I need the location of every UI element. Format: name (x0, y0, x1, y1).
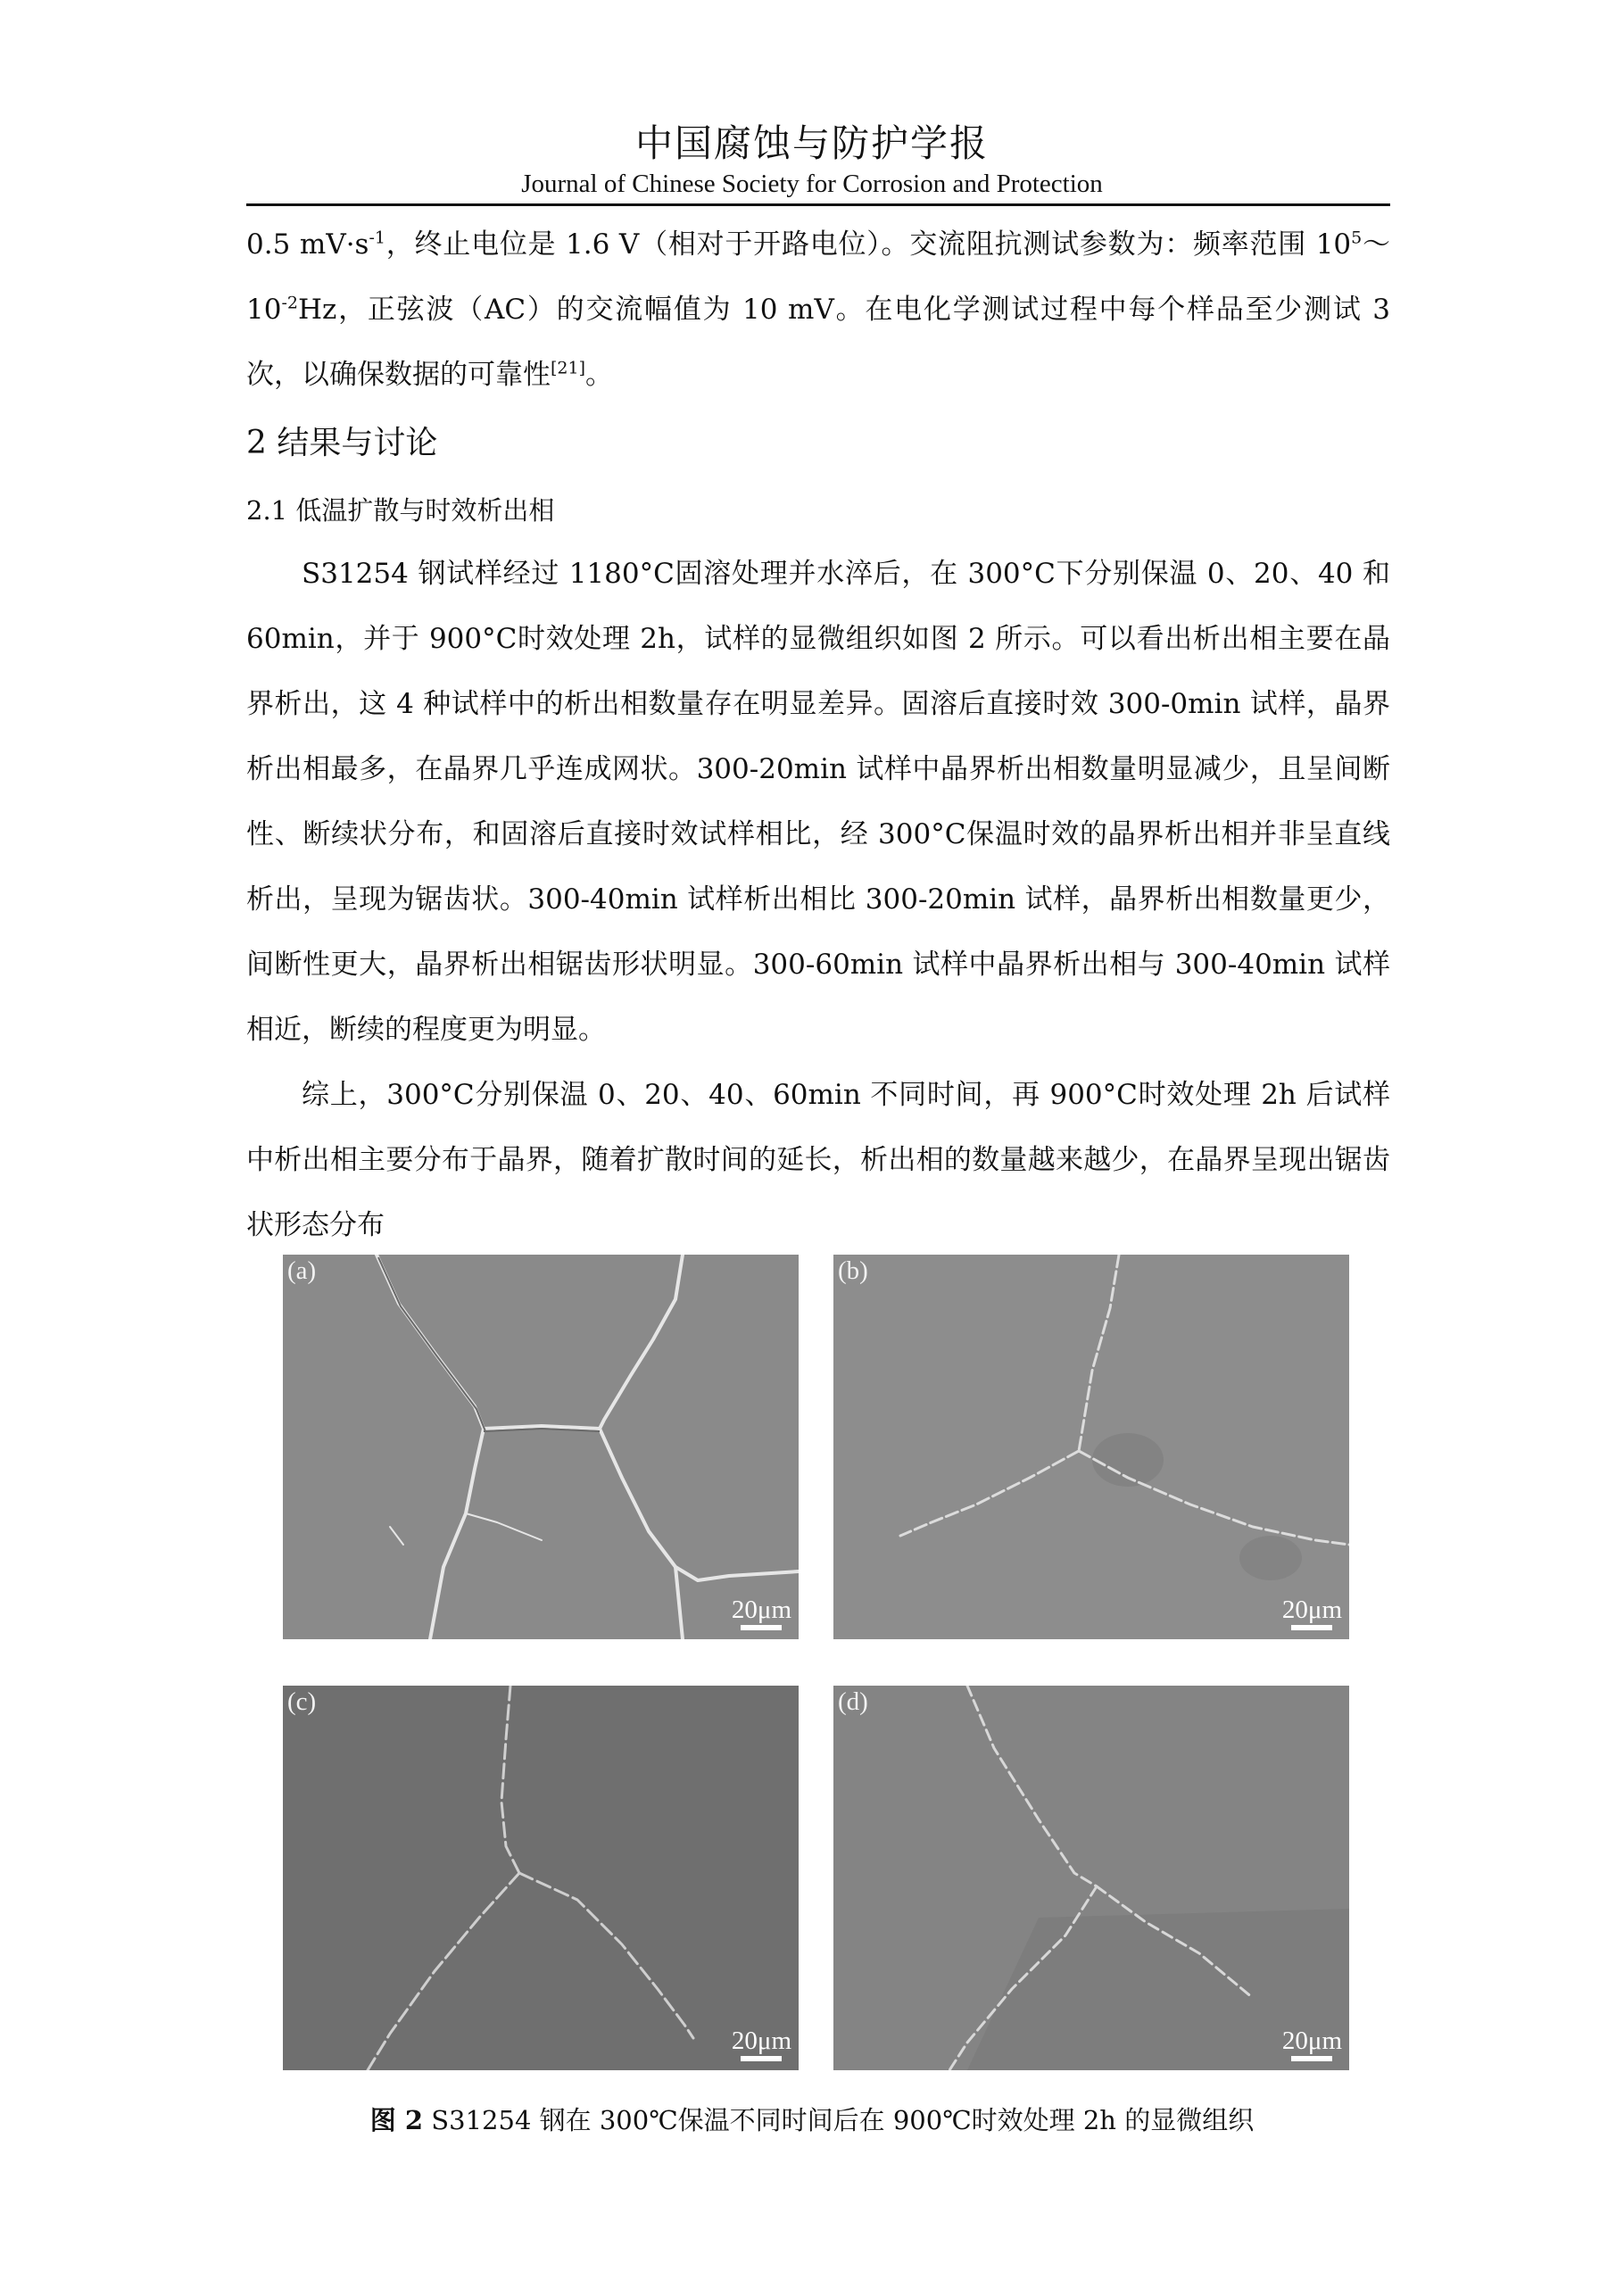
micrograph-panel-c (283, 1686, 799, 2070)
micrograph-panel-a (283, 1255, 799, 1639)
article-body (246, 212, 1390, 1258)
scale-label: 20μm (1281, 1596, 1342, 1624)
paragraph-test-params (246, 212, 1390, 408)
figure-number: 图 2 (369, 2105, 424, 2135)
scale-line (1291, 2056, 1332, 2061)
scale-line (741, 1625, 782, 1630)
micrograph-d-image (833, 1686, 1349, 2070)
journal-subtitle: Journal of Chinese Society for Corrosion and Protection (521, 170, 1103, 198)
text-span: 0.5 mV·s (246, 228, 369, 261)
panel-label-a: (a) (287, 1256, 317, 1285)
section-heading: 2 结果与讨论 (246, 425, 438, 461)
scale-bar-c (732, 2027, 791, 2061)
micrograph-panel-b (833, 1255, 1349, 1639)
panel-label-d: (d) (838, 1687, 868, 1716)
text-span: ～10 (246, 228, 1391, 326)
figure-caption (0, 2101, 1624, 2137)
superscript: 5 (1351, 228, 1363, 248)
scale-line (741, 2056, 782, 2061)
micrograph-panel-d (833, 1686, 1349, 2070)
citation-ref: [21] (551, 358, 586, 378)
paragraph-results: S31254 钢试样经过 1180°C固溶处理并水淬后，在 300°C下分别保温 0、20、40 和 60min，并于 900°C时效处理 2h，试样的显微组织如图 2 所示。可以看出析出相主要在晶界析出，这 4 种试样中的析出相数量存在明显差异。固溶后直接时效 300-0min 试样，晶界析出相最多，在晶界几乎连成网状。300-20min 试样中晶界析出相数量明显减少，且呈间断性、断续状分布，和固溶后直接时效试样相比，经 300°C保温时效的晶界析出相并非呈直线析出，呈现为锯齿状。300-40min 试样析出相比 300-20min 试样，晶界析出相数量更少，间断性更大，晶界析出相锯齿形状明显。300-60min 试样中晶界析出相与 300-40min 试样相近，断续的程度更为明显。 (246, 558, 1390, 1046)
subsection-heading: 2.1 低温扩散与时效析出相 (246, 495, 555, 526)
text-span: 。 (585, 359, 614, 391)
scale-label: 20μm (1281, 2027, 1342, 2055)
figure-caption-text: S31254 钢在 300℃保温不同时间后在 900℃时效处理 2h 的显微组织 (423, 2105, 1255, 2135)
header-rule (246, 203, 1390, 206)
text-span: Hz，正弦波（AC）的交流幅值为 10 mV。在电化学测试过程中每个样品至少测试 3 次，以确保数据的可靠性 (246, 294, 1390, 391)
scale-line (1291, 1625, 1332, 1630)
panel-label-c: (c) (287, 1687, 317, 1716)
micrograph-b-image (833, 1255, 1349, 1639)
journal-title: 中国腐蚀与防护学报 (634, 121, 989, 165)
superscript: -2 (281, 293, 298, 313)
panel-label-b: (b) (838, 1256, 868, 1285)
micrograph-a-image (283, 1255, 799, 1639)
scale-label: 20μm (731, 1596, 791, 1624)
paragraph-summary: 综上，300°C分别保温 0、20、40、60min 不同时间，再 900°C时效处理 2h 后试样中析出相主要分布于晶界，随着扩散时间的延长，析出相的数量越来越少，在晶界呈现出锯齿状形态分布 (246, 1079, 1390, 1241)
scale-label: 20μm (731, 2027, 791, 2055)
text-span: ，终止电位是 1.6 V（相对于开路电位）。交流阻抗测试参数为：频率范围 10 (385, 228, 1352, 261)
scale-bar-a (732, 1596, 791, 1630)
scale-bar-d (1282, 2027, 1342, 2061)
scale-bar-b (1282, 1596, 1342, 1630)
superscript: -1 (369, 228, 385, 248)
micrograph-c-image (283, 1686, 799, 2070)
